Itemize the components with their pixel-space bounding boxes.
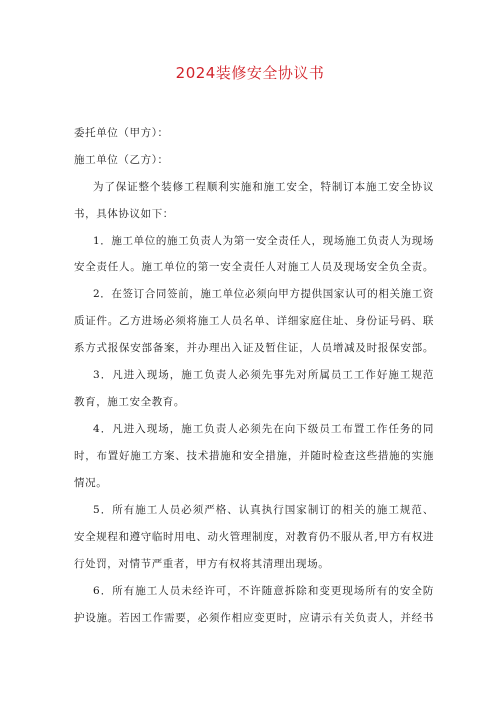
clause-2-line-1: 2．在签订合同签前，施工单位必须向甲方提供国家认可的相关施工资 <box>93 288 434 300</box>
document-title: 2024装修安全协议书 <box>175 64 325 82</box>
clause-1-line-1: 1．施工单位的施工负责人为第一安全责任人，现场施工负责人为现场 <box>93 235 434 247</box>
clause-5-line-2: 安全规程和遵守临时用电、动火管理制度，对教育仍不服从者,甲方有权进 <box>74 531 434 543</box>
clause-3-line-1: 3．凡进入现场，施工负责人必须先事先对所属员工工作好施工规范 <box>93 369 434 381</box>
intro-line-1: 为了保证整个装修工程顺利实施和施工安全，特制订本施工安全协议 <box>93 181 434 193</box>
clause-4-line-3: 情况。 <box>74 477 108 489</box>
intro-line-2: 书，具体协议如下： <box>74 208 174 220</box>
clause-3-line-2: 教育，施工安全教育。 <box>74 396 185 408</box>
clause-1-line-2: 安全责任人。施工单位的第一安全责任人对施工人员及现场安全负全责。 <box>74 261 434 273</box>
clause-2-line-2: 质证件。乙方进场必须将施工人员名单、详细家庭住址、身份证号码、联 <box>74 315 434 327</box>
clause-5-line-1: 5．所有施工人员必须严格、认真执行国家制订的相关的施工规范、 <box>93 504 434 516</box>
clause-2-line-3: 系方式报保安部备案，并办理出入证及暂住证，人员增减及时报保安部。 <box>74 342 434 354</box>
clause-4-line-1: 4．凡进入现场，施工负责人必须先在向下级员工布置工作任务的同 <box>93 423 434 435</box>
clause-6-line-2: 护设施。若因工作需要，必须作相应变更时，应请示有关负责人，并经书 <box>74 612 434 624</box>
clause-4-line-2: 时，布置好施工方案、技术措施和安全措施，并随时检查这些措施的实施 <box>74 450 434 462</box>
clause-6-line-1: 6．所有施工人员未经许可，不许随意拆除和变更现场所有的安全防 <box>93 585 434 597</box>
clause-5-line-3: 行处罚，对情节严重者，甲方有权将其清理出现场。 <box>74 558 330 570</box>
party-a-line: 委托单位（甲方）： <box>74 127 169 139</box>
party-b-line: 施工单位（乙方）： <box>74 154 169 166</box>
